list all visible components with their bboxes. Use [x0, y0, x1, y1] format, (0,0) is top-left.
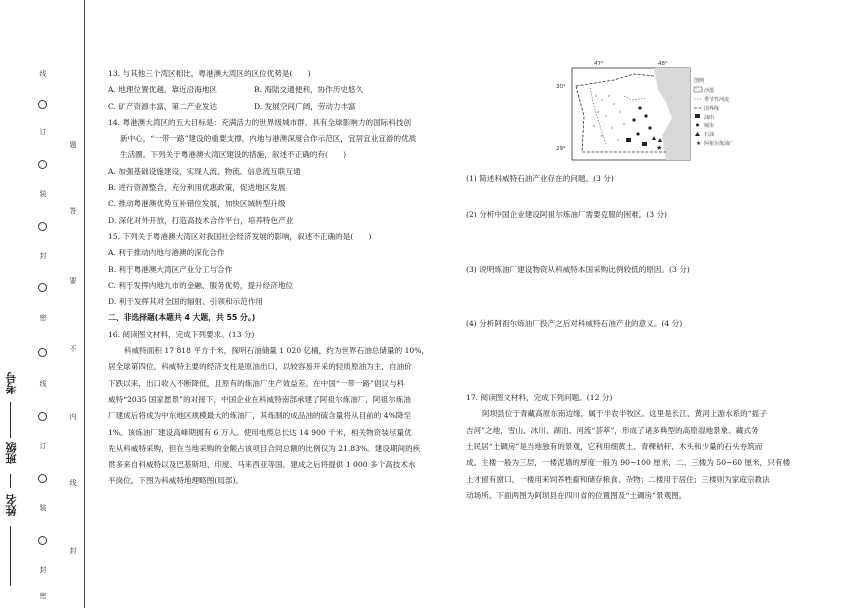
- q16-para-line: 先从科威特采购，但在当地采购的金额占该项目合同总额的比例仅为 21.83%。建设期间的疾: [108, 443, 421, 453]
- q16-sub-2: (2) 分析中国企业建设阿祖尔炼油厂需要克服的困难。(3 分): [466, 210, 667, 220]
- q15-option-a: A. 利于推动内地与港澳的深化合作: [108, 248, 225, 258]
- seal-mark: 密: [39, 592, 47, 600]
- warning-mark: 答: [69, 207, 77, 215]
- binding-rule: [84, 0, 85, 608]
- q13-option-c: C. 矿产资源丰富，第二产业发达: [108, 101, 218, 111]
- q14-option-a: A. 加强基础设施建设，实现人流、物流、信息流互联互通: [108, 166, 301, 176]
- q17-para-line: 成。主楼一般为三层，一楼泥墙的厚度一般为 90~100 厘米，二、三楼为 50~60 厘米，只有楼: [466, 458, 791, 468]
- seal-mark: 线: [39, 70, 47, 78]
- svg-text:★: ★: [696, 140, 702, 147]
- class-label: 班级: [5, 442, 18, 464]
- kuwait-map: [554, 56, 735, 171]
- exam-number-label: 考号: [5, 372, 18, 394]
- warning-mark: 要: [69, 277, 77, 285]
- lat-label: 30°: [556, 84, 566, 90]
- seal-mark: 装: [39, 504, 47, 512]
- q16-stem: 16. 阅读图文材料，完成下列要求。(13 分): [108, 329, 255, 339]
- q15-option-b: B. 利于粤港澳大湾区产业分工与合作: [108, 264, 233, 274]
- q13-option-a: A. 地理位置优越，靠近沿海地区: [108, 85, 218, 95]
- q16-para-line: 威特“2035 国家愿景”的对接下，中国企业在科威特南部承建了阿祖尔炼油厂，阿祖尔炼油: [108, 394, 411, 404]
- binding-margin: [0, 0, 88, 608]
- student-info-column: [0, 0, 22, 608]
- warning-mark: 不: [69, 345, 77, 353]
- lat-label: 29°: [556, 146, 566, 152]
- seal-mark: 订: [39, 442, 47, 450]
- q17-para-line: 上才留有窗口。一楼用来饲养牲畜和储存粮食、杂物；二楼用于居住；三楼则为家庭宗教法: [466, 474, 770, 484]
- q13-options-row2: [108, 99, 468, 115]
- q15-option-d: D. 利于发挥其对全国的辐射、引领和示范作用: [108, 297, 263, 307]
- warning-mark: 线: [69, 479, 77, 487]
- q13-stem: 13. 与其他三个湾区相比，粤港澳大湾区的区位优势是( ): [108, 69, 311, 78]
- q16-para-line: 科威特面积 17 818 平方千米，探明石油储量 1 020 亿桶，约为世界石油总储量的 10%，: [124, 346, 430, 356]
- legend-border: 国界线: [704, 106, 720, 112]
- kuwait-map-figure: [554, 56, 735, 171]
- class-line: [10, 474, 11, 488]
- seal-mark: 线: [39, 380, 47, 388]
- q14-option-b: B. 进行资源整合，充分利用优惠政策，促进地区发展: [108, 183, 286, 193]
- svg-text:★: ★: [656, 144, 663, 152]
- binding-hole-icon: [38, 160, 47, 169]
- seal-column: [36, 0, 50, 608]
- lon-label: 48°: [658, 61, 668, 67]
- q16-sub-3: (3) 说明炼油厂建设物资从科威特本国采购比例较低的原因。(3 分): [466, 264, 690, 274]
- q16-para-line: 平岗位。下图为科威特地理略图(局部)。: [108, 476, 244, 486]
- legend-seasonal-river: 季节性河流: [704, 97, 730, 103]
- lon-label: 47°: [594, 61, 604, 67]
- q14-stem-line: 生活圈。下列关于粤港澳大湾区建设的措施，叙述不正确的有( ): [120, 150, 347, 160]
- q16-para-line: 贯多来自科威特以及巴基斯坦、印度、马来西亚等国，建成之后将提供 1 000 多个高技术水: [108, 460, 416, 470]
- legend-title: 图例: [694, 78, 705, 84]
- q15-stem: 15. 下列关于粤港澳大湾区对我国社会经济发展的影响，叙述不正确的是( ): [108, 231, 372, 241]
- q14-stem-line: 14. 粤港澳大湾区的五大目标是：充满活力的世界级城市群，具有全球影响力的国际科技创: [108, 117, 412, 127]
- exam-number-line: [10, 402, 11, 438]
- left-column: [108, 66, 468, 490]
- q17-para-line: 吉河”之地，雪山、冰川、湖泊、河流“荟萃”，形成了诸多典型的高原湿地景象。藏式务: [466, 425, 759, 435]
- q17-stem: 17. 阅读图文材料，完成下列问题。(12 分): [466, 393, 613, 403]
- q13-option-d: D. 发展空间广阔，劳动力丰富: [254, 101, 356, 111]
- name-label: 姓名: [5, 494, 18, 516]
- q17-para-line: 动场所。下面两图为阿坝县在四川省的位置图及“土碉房”景观图。: [466, 490, 687, 500]
- q17-para-line: 土民居“土碉房”是当地独有的景观，它利用细黄土、青稞秸秆、木头和少量的石头夯筑而: [466, 442, 763, 452]
- q14-option-d: D. 深化对外开放，打造高技术合作平台，培养特色产业: [108, 215, 294, 225]
- name-line: [10, 526, 11, 586]
- q16-para-line: 居全球第四位。科威特主要的经济支柱是原油出口，以较容易开采的轻质原油为主，自油价: [108, 362, 412, 372]
- binding-hole-icon: [38, 412, 47, 421]
- binding-hole-icon: [38, 283, 47, 292]
- binding-hole-icon: [38, 536, 47, 545]
- q16-para-line: 下跌以来，出口收入不断降低，且原有的炼油厂生产效益差。在中国“一带一路”倡议与科: [108, 378, 405, 388]
- q15-option-c: C. 利于发挥内地九市的金融、服务优势，提升经济地位: [108, 280, 294, 290]
- q16-para-line: 厂建成后将成为中东地区规模最大的炼油厂，其炼制的成品油的硫含量将从目前的 4%降至: [108, 411, 412, 421]
- legend-oilfield: 油田: [704, 115, 715, 121]
- q16-sub-1: (1) 简述科威特石油产业存在的问题。(3 分): [466, 174, 614, 183]
- seal-mark: 封: [39, 566, 47, 574]
- q17-para-line: 阿坝县位于青藏高原东南边缘，属于半农半牧区。这里是长江、黄河上游水系的“摇子: [482, 409, 767, 419]
- q14-stem-line: 新中心，“一带一路”建设的重要支撑，内地与港澳深度合作示范区，宜居宜业宜游的优质: [120, 134, 417, 144]
- seal-mark: 封: [39, 252, 47, 260]
- q13-options-row1: [108, 82, 468, 98]
- section-title: 二、非选择题(本题共 4 大题，共 55 分。): [108, 313, 256, 323]
- right-column: [466, 56, 811, 504]
- legend-azour-refinery: 阿祖尔炼油厂: [704, 141, 735, 147]
- seal-mark: 装: [39, 190, 47, 198]
- legend-desert: 沙漠: [704, 88, 715, 94]
- warning-mark: 内: [69, 413, 77, 421]
- binding-hole-icon: [38, 474, 47, 483]
- warning-mark: 题: [69, 141, 77, 149]
- q13-option-b: B. 海陆交通便利，协作历史悠久: [254, 85, 364, 95]
- inner-warning-column: [66, 0, 80, 608]
- seal-mark: 密: [39, 314, 47, 322]
- q14-option-c: C. 推动粤港澳优势互补错位发展，加快区域转型升级: [108, 199, 286, 209]
- seal-mark: 订: [39, 128, 47, 136]
- binding-hole-icon: [38, 100, 47, 109]
- q16-para-line: 1%。该炼油厂建设高峰期拥有 6 万人。使用电缆总长达 14 900 千米，相关物资装尽量优: [108, 427, 412, 437]
- binding-hole-icon: [38, 348, 47, 357]
- q16-sub-4: (4) 分析阿祖尔炼油厂投产之后对科威特石油产业的意义。(4 分): [466, 318, 683, 328]
- warning-mark: 封: [69, 547, 77, 555]
- legend-oil: 石油: [704, 132, 715, 138]
- legend-city: 城市: [704, 123, 715, 129]
- binding-hole-icon: [38, 222, 47, 231]
